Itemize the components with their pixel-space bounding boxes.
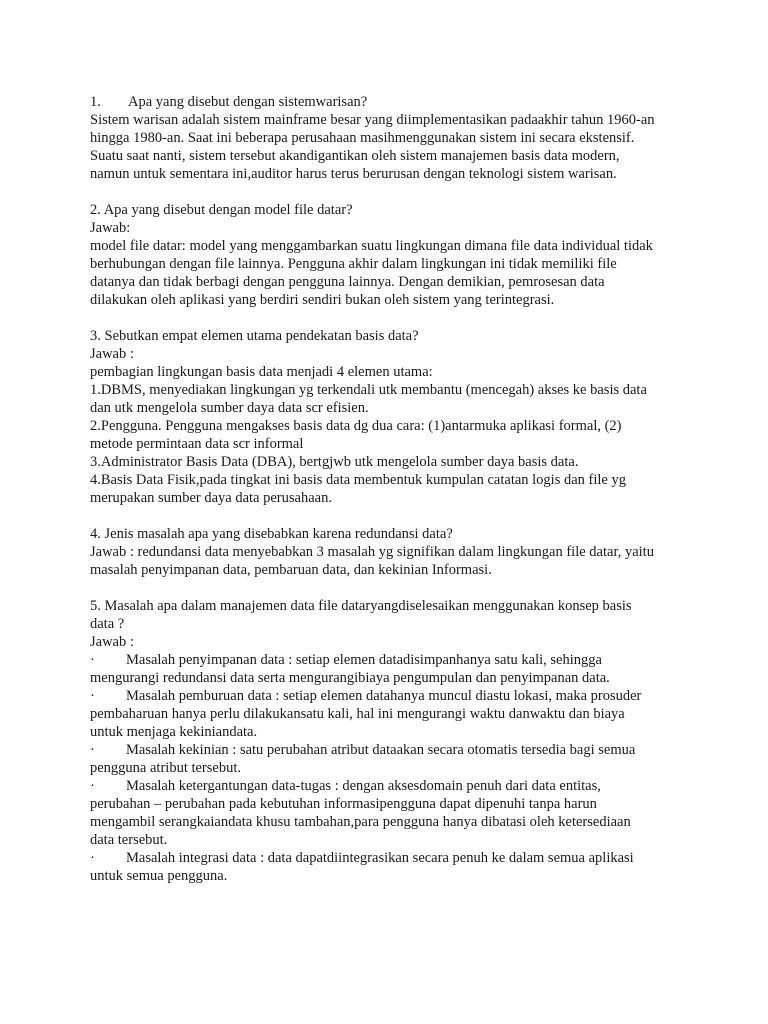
text-line — [90, 489, 728, 507]
line-text: untuk semua pengguna. — [90, 868, 228, 884]
question-section — [90, 93, 728, 183]
line-text: Jawab : redundansi data menyebabkan 3 masalah yg signifikan dalam lingkungan file datar, yaitu — [90, 544, 654, 560]
line-text: 1.DBMS, menyediakan lingkungan yg terkendali utk membantu (mencegah) akses ke basis data — [90, 382, 647, 398]
text-line — [90, 615, 728, 633]
text-line — [90, 345, 728, 363]
text-line — [90, 849, 728, 867]
question-section — [90, 201, 728, 309]
text-line — [90, 327, 728, 345]
line-text: 4. Jenis masalah apa yang disebabkan karena redundansi data? — [90, 526, 453, 542]
line-text: pembaharuan hanya perlu dilakukansatu kali, hal ini mengurangi waktu danwaktu dan biaya — [90, 706, 625, 722]
line-text: merupakan sumber daya data perusahaan. — [90, 490, 332, 506]
text-line — [90, 777, 728, 795]
text-line — [90, 363, 728, 381]
line-text: data tersebut. — [90, 832, 168, 848]
text-line — [90, 255, 728, 273]
line-text: metode permintaan data scr informal — [90, 436, 304, 452]
text-line — [90, 291, 728, 309]
line-text: Masalah pemburuan data : setiap elemen datahanya muncul diastu lokasi, maka prosuder — [126, 688, 642, 704]
bullet-icon: · — [90, 778, 95, 794]
text-line — [90, 597, 728, 615]
line-text: model file datar: model yang menggambarkan suatu lingkungan dimana file data individual tidak — [90, 238, 653, 254]
text-line — [90, 201, 728, 219]
text-line — [90, 813, 728, 831]
text-line — [90, 525, 728, 543]
text-line — [90, 417, 728, 435]
text-line — [90, 165, 728, 183]
bullet-icon: · — [90, 688, 95, 704]
text-line — [90, 759, 728, 777]
text-line — [90, 651, 728, 669]
text-line — [90, 687, 728, 705]
text-line — [90, 237, 728, 255]
text-line — [90, 111, 728, 129]
text-line — [90, 129, 728, 147]
line-text: pembagian lingkungan basis data menjadi 4 elemen utama: — [90, 364, 433, 380]
line-text: dilakukan oleh aplikasi yang berdiri sendiri bukan oleh sistem yang terintegrasi. — [90, 292, 555, 308]
line-text: 5. Masalah apa dalam manajemen data file dataryangdiselesaikan menggunakan konsep basis — [90, 598, 632, 614]
line-text: hingga 1980-an. Saat ini beberapa perusahaan masihmenggunakan sistem ini secara ekstensif. — [90, 130, 635, 146]
text-line — [90, 543, 728, 561]
line-text: namun untuk sementara ini,auditor harus terus berurusan dengan teknologi sistem warisan. — [90, 166, 617, 182]
line-text: Suatu saat nanti, sistem tersebut akandigantikan oleh sistem manajemen basis data modern, — [90, 148, 620, 164]
line-text: datanya dan tidak berbagi dengan pengguna lainnya. Dengan demikian, pemrosesan data — [90, 274, 605, 290]
bullet-icon: · — [90, 850, 95, 866]
line-text: Jawab : — [90, 634, 134, 650]
line-text: 3.Administrator Basis Data (DBA), bertgjwb utk mengelola sumber daya basis data. — [90, 454, 579, 470]
text-line — [90, 633, 728, 651]
line-text: perubahan – perubahan pada kebutuhan informasipengguna dapat dipenuhi tanpa harun — [90, 796, 597, 812]
line-text: Masalah kekinian : satu perubahan atribut dataakan secara otomatis tersedia bagi semua — [126, 742, 636, 758]
text-line — [90, 795, 728, 813]
line-text: dan utk mengelola sumber daya data scr efisien. — [90, 400, 369, 416]
line-text: Apa yang disebut dengan sistemwarisan? — [128, 94, 368, 110]
text-line — [90, 741, 728, 759]
text-line — [90, 435, 728, 453]
line-text: 2.Pengguna. Pengguna mengakses basis data dg dua cara: (1)antarmuka aplikasi formal, (2) — [90, 418, 622, 434]
line-text: mengurangi redundansi data serta mengurangibiaya pengumpulan dan penyimpanan data. — [90, 670, 610, 686]
bullet-icon: · — [90, 652, 95, 668]
text-line — [90, 669, 728, 687]
line-text: Sistem warisan adalah sistem mainframe besar yang diimplementasikan padaakhir tahun 1960-an — [90, 112, 655, 128]
text-line — [90, 705, 728, 723]
line-text: Masalah ketergantungan data-tugas : dengan aksesdomain penuh dari data entitas, — [126, 778, 601, 794]
question-section — [90, 525, 728, 579]
text-line — [90, 93, 728, 111]
text-line — [90, 399, 728, 417]
text-line — [90, 723, 728, 741]
text-line — [90, 273, 728, 291]
line-text: Masalah penyimpanan data : setiap elemen datadisimpanhanya satu kali, sehingga — [126, 652, 602, 668]
line-text: mengambil serangkaiandata khusu tambahan,para pengguna hanya dibatasi oleh ketersediaan — [90, 814, 631, 830]
text-line — [90, 831, 728, 849]
line-text: data ? — [90, 616, 125, 632]
line-text: berhubungan dengan file lainnya. Pengguna akhir dalam lingkungan ini tidak memiliki file — [90, 256, 617, 272]
text-line — [90, 471, 728, 489]
text-line — [90, 561, 728, 579]
text-line — [90, 147, 728, 165]
text-line — [90, 381, 728, 399]
text-line — [90, 219, 728, 237]
text-line — [90, 867, 728, 885]
question-section — [90, 597, 728, 885]
bullet-icon: · — [90, 742, 95, 758]
question-section — [90, 327, 728, 507]
line-text: untuk menjaga kekiniandata. — [90, 724, 258, 740]
line-text: 2. Apa yang disebut dengan model file datar? — [90, 202, 353, 218]
line-text: 4.Basis Data Fisik,pada tingkat ini basis data membentuk kumpulan catatan logis dan file yg — [90, 472, 626, 488]
list-number: 1. — [90, 94, 101, 110]
line-text: 3. Sebutkan empat elemen utama pendekatan basis data? — [90, 328, 419, 344]
text-line — [90, 453, 728, 471]
line-text: pengguna atribut tersebut. — [90, 760, 241, 776]
line-text: Masalah integrasi data : data dapatdiintegrasikan secara penuh ke dalam semua aplikasi — [126, 850, 634, 866]
line-text: Jawab : — [90, 346, 134, 362]
line-text: Jawab: — [90, 220, 131, 236]
line-text: masalah penyimpanan data, pembaruan data, dan kekinian Informasi. — [90, 562, 492, 578]
